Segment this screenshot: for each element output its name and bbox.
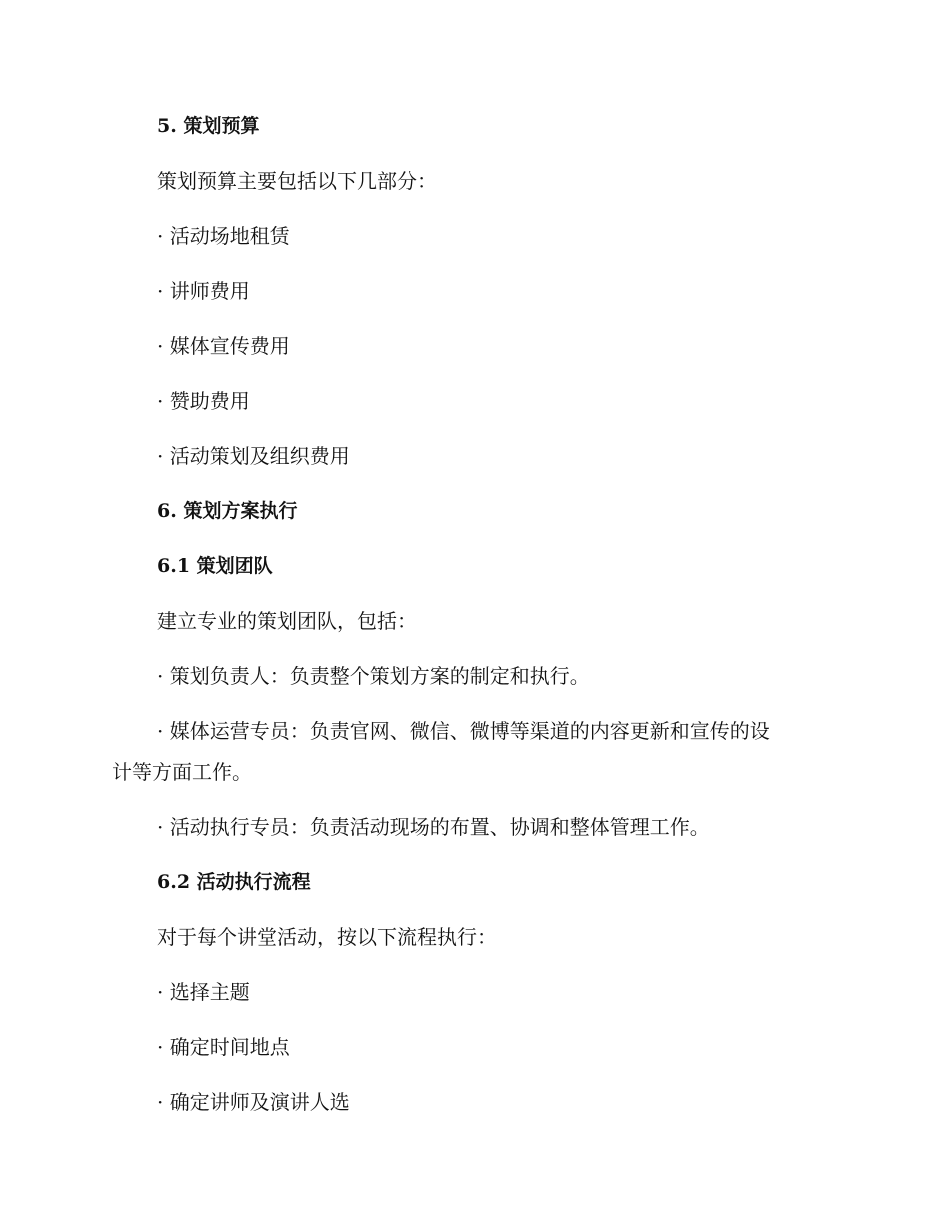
process-item-topic: · 选择主题 [157,980,250,1004]
budget-item-sponsor: · 赞助费用 [157,389,250,413]
section-5-intro: 策划预算主要包括以下几部分： [157,169,437,193]
section-6-1-heading: 6.1 策划团队 [157,555,273,577]
section-6-heading: 6. 策划方案执行 [157,500,298,522]
budget-item-lecturer: · 讲师费用 [157,279,250,303]
process-item-speaker: · 确定讲师及演讲人选 [157,1090,350,1114]
budget-item-venue: · 活动场地租赁 [157,224,290,248]
team-item-media-operator: · 媒体运营专员：负责官网、微信、微博等渠道的内容更新和宣传的设 [157,719,770,743]
process-item-time-place: · 确定时间地点 [157,1035,290,1059]
section-6-1-intro: 建立专业的策划团队，包括： [157,609,417,633]
team-item-lead: · 策划负责人：负责整个策划方案的制定和执行。 [157,664,590,688]
team-item-media-operator-continued: 计等方面工作。 [112,760,252,784]
budget-item-organization: · 活动策划及组织费用 [157,444,350,468]
team-item-executor: · 活动执行专员：负责活动现场的布置、协调和整体管理工作。 [157,815,710,839]
section-5-heading: 5. 策划预算 [157,115,260,137]
section-6-2-intro: 对于每个讲堂活动，按以下流程执行： [157,925,497,949]
budget-item-media: · 媒体宣传费用 [157,334,290,358]
section-6-2-heading: 6.2 活动执行流程 [157,871,311,893]
